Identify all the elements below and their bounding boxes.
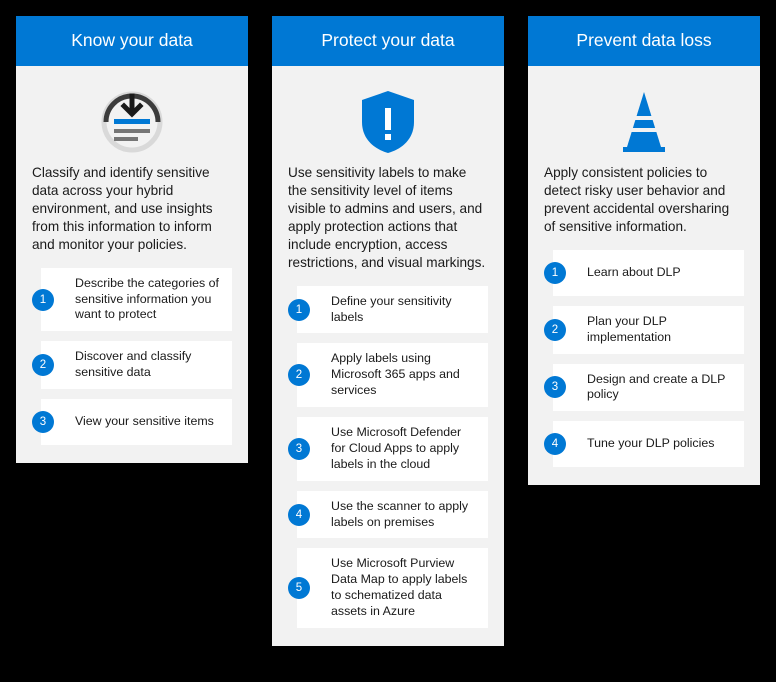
shield-exclamation-icon	[288, 86, 488, 158]
step-number: 2	[544, 319, 566, 341]
step-list	[32, 268, 232, 445]
list-item[interactable]	[297, 343, 488, 407]
classify-data-icon	[32, 86, 232, 158]
list-item[interactable]	[41, 341, 232, 389]
column-header: Know your data	[16, 16, 248, 66]
step-label: Plan your DLP implementation	[587, 313, 672, 344]
list-item[interactable]	[297, 286, 488, 334]
list-item[interactable]	[553, 364, 744, 412]
step-number: 1	[32, 289, 54, 311]
step-label: Design and create a DLP policy	[587, 371, 726, 402]
column-body	[528, 66, 760, 485]
list-item[interactable]	[297, 491, 488, 539]
step-list	[288, 286, 488, 628]
column-header: Protect your data	[272, 16, 504, 66]
step-number: 3	[288, 438, 310, 460]
column-body	[272, 66, 504, 646]
step-number: 2	[32, 354, 54, 376]
traffic-cone-icon	[544, 86, 744, 158]
list-item[interactable]	[41, 399, 232, 445]
step-number: 1	[288, 299, 310, 321]
step-label: View your sensitive items	[75, 414, 214, 429]
list-item[interactable]	[297, 548, 488, 628]
list-item[interactable]	[553, 421, 744, 467]
step-number: 4	[288, 504, 310, 526]
column-prevent-data-loss	[528, 16, 760, 485]
step-label: Use Microsoft Purview Data Map to apply labels to schematized data assets in Azure	[331, 556, 468, 618]
step-label: Use Microsoft Defender for Cloud Apps to apply labels in the cloud	[331, 425, 462, 471]
step-number: 2	[288, 364, 310, 386]
step-number: 5	[288, 577, 310, 599]
list-item[interactable]	[553, 306, 744, 354]
step-number: 1	[544, 262, 566, 284]
list-item[interactable]	[297, 417, 488, 481]
step-label: Discover and classify sensitive data	[75, 349, 192, 380]
column-know-your-data	[16, 16, 248, 463]
step-label: Learn about DLP	[587, 264, 681, 279]
column-intro: Use sensitivity labels to make the sensitivity level of items visible to admins and users, and apply protection actions that include encryption, access restrictions, and visual markings.	[288, 165, 486, 270]
column-protect-your-data	[272, 16, 504, 646]
column-header: Prevent data loss	[528, 16, 760, 66]
column-body	[16, 66, 248, 463]
column-intro: Classify and identify sensitive data across your hybrid environment, and use insights from this information to inform and monitor your policies.	[32, 165, 213, 252]
column-intro: Apply consistent policies to detect risky user behavior and prevent accidental oversharing of sensitive information.	[544, 165, 730, 234]
step-label: Use the scanner to apply labels on premises	[331, 498, 469, 529]
list-item[interactable]	[553, 250, 744, 296]
step-number: 3	[32, 411, 54, 433]
list-item[interactable]	[41, 268, 232, 332]
step-label: Describe the categories of sensitive information you want to protect	[75, 275, 219, 322]
step-label: Define your sensitivity labels	[331, 293, 452, 324]
step-label: Tune your DLP policies	[587, 436, 715, 451]
step-label: Apply labels using Microsoft 365 apps and services	[331, 351, 460, 398]
step-number: 4	[544, 433, 566, 455]
step-list	[544, 250, 744, 468]
step-number: 3	[544, 376, 566, 398]
